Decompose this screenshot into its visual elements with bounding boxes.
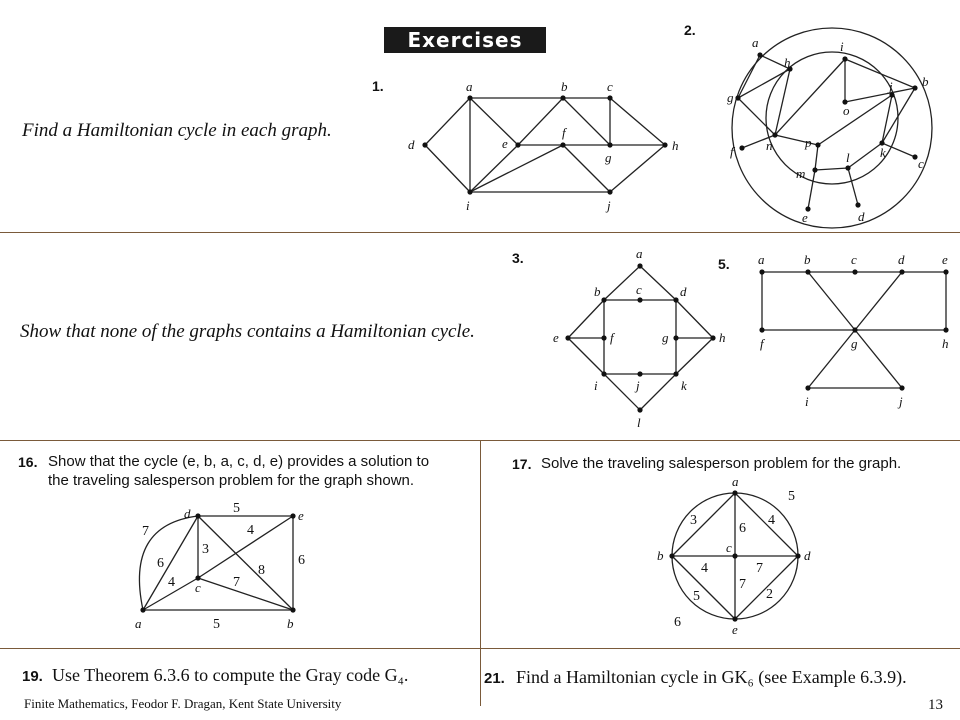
ex2-vertex-e: e (802, 210, 808, 225)
ex5-vertex-d: d (898, 252, 905, 267)
page-number: 13 (928, 697, 943, 713)
ex17-weight-ad-arc: 5 (788, 489, 795, 504)
ex1-vertex-g: g (605, 150, 612, 165)
ex3-vertex-f: f (610, 330, 614, 345)
ex16-weight-ab: 5 (213, 617, 220, 632)
ex16-vertex-d: d (184, 506, 191, 521)
exercise-2-number: 2. (684, 22, 696, 38)
ex2-vertex-c: c (918, 156, 924, 171)
ex2-vertex-j: j (889, 79, 893, 94)
ex5-vertex-f: f (760, 336, 764, 351)
exercise-19-text: Use Theorem 6.3.6 to compute the Gray code G₄. (52, 665, 409, 685)
ex16-weight-ad: 6 (157, 556, 164, 571)
divider-3 (0, 648, 960, 649)
exercise-19-number: 19. (22, 668, 43, 685)
ex17-weight-bc: 4 (701, 561, 708, 576)
ex17-weight-ce: 7 (739, 577, 746, 592)
ex1-vertex-e: e (502, 136, 508, 151)
ex3-vertex-b: b (594, 284, 601, 299)
footer-credit: Finite Mathematics, Feodor F. Dragan, Kent State University (24, 696, 342, 711)
ex17-vertex-c: c (726, 540, 732, 555)
ex1-vertex-d: d (408, 137, 415, 152)
ex16-weight-be: 6 (298, 553, 305, 568)
ex2-vertex-a: a (752, 35, 759, 50)
exercise-21-text: Find a Hamiltonian cycle in GK₆ (see Example 6.3.9). (516, 667, 907, 687)
ex16-weight-cd: 3 (202, 542, 209, 557)
ex3-vertex-d: d (680, 284, 687, 299)
ex2-vertex-p: p (805, 135, 812, 150)
ex1-vertex-c: c (607, 79, 613, 94)
ex1-vertex-h: h (672, 138, 679, 153)
ex1-vertex-j: j (607, 198, 611, 213)
section1-instruction: Find a Hamiltonian cycle in each graph. (22, 120, 332, 141)
ex17-weight-cd: 7 (756, 561, 763, 576)
exercise-16-text-line2: the traveling salesperson problem for the graph shown. (48, 472, 415, 489)
exercise-1-number: 1. (372, 78, 384, 94)
ex17-vertex-e: e (732, 622, 738, 637)
ex5-vertex-h: h (942, 336, 949, 351)
ex5-vertex-i: i (805, 394, 809, 409)
ex16-vertex-b: b (287, 616, 294, 631)
ex5-vertex-b: b (804, 252, 811, 267)
ex16-weight-ad-arc: 7 (142, 524, 149, 539)
ex2-vertex-f: f (730, 144, 734, 159)
ex2-vertex-i: i (840, 39, 844, 54)
divider-vertical (480, 440, 481, 706)
ex16-vertex-a: a (135, 616, 142, 631)
ex17-weight-ab: 3 (690, 513, 697, 528)
ex1-vertex-f: f (562, 125, 566, 140)
ex1-vertex-b: b (561, 79, 568, 94)
ex16-weight-ce: 4 (247, 523, 254, 538)
ex16-weight-ac: 4 (168, 575, 175, 590)
section2-instruction: Show that none of the graphs contains a Hamiltonian cycle. (20, 321, 475, 342)
ex5-vertex-a: a (758, 252, 765, 267)
ex5-vertex-j: j (899, 394, 903, 409)
ex3-vertex-l: l (637, 415, 641, 430)
exercise-17-number: 17. (512, 456, 532, 472)
ex17-weight-de: 2 (766, 587, 773, 602)
ex2-vertex-b: b (922, 74, 929, 89)
ex1-vertex-i: i (466, 198, 470, 213)
ex2-vertex-n: n (766, 138, 773, 153)
ex17-weight-be: 5 (693, 589, 700, 604)
ex2-vertex-d: d (858, 209, 865, 224)
ex16-vertex-c: c (195, 580, 201, 595)
divider-1 (0, 232, 960, 233)
ex3-vertex-j: j (636, 378, 640, 393)
ex5-vertex-g: g (851, 336, 858, 351)
ex16-weight-de: 5 (233, 501, 240, 516)
ex2-vertex-o: o (843, 103, 850, 118)
ex2-vertex-l: l (846, 150, 850, 165)
ex17-vertex-d: d (804, 548, 811, 563)
ex17-weight-ad: 4 (768, 513, 775, 528)
ex2-vertex-m: m (796, 166, 806, 181)
ex17-vertex-b: b (657, 548, 664, 563)
ex16-vertex-e: e (298, 508, 304, 523)
ex16-weight-bc: 7 (233, 575, 240, 590)
ex3-vertex-k: k (681, 378, 687, 393)
ex2-vertex-k: k (880, 145, 886, 160)
exercise-1-graph (425, 98, 665, 192)
exercise-16-text-line1: Show that the cycle (e, b, a, c, d, e) provides a solution to (48, 453, 430, 470)
ex3-vertex-a: a (636, 246, 643, 261)
exercise-2-graph (732, 28, 932, 228)
exercise-16-number: 16. (18, 454, 38, 470)
ex2-vertex-g: g (727, 90, 734, 105)
ex17-vertex-a: a (732, 474, 739, 489)
ex2-vertex-h: h (784, 55, 791, 70)
ex3-vertex-h: h (719, 330, 726, 345)
ex3-vertex-i: i (594, 378, 598, 393)
ex3-vertex-e: e (553, 330, 559, 345)
exercise-21-number: 21. (484, 670, 505, 687)
page-title-text: Exercises (407, 28, 523, 52)
exercise-17-text: Solve the traveling salesperson problem for the graph. (541, 455, 902, 472)
ex3-vertex-g: g (662, 330, 669, 345)
exercise-5-number: 5. (718, 256, 730, 272)
ex1-vertex-a: a (466, 79, 473, 94)
ex5-vertex-c: c (851, 252, 857, 267)
ex16-weight-bd: 8 (258, 563, 265, 578)
exercise-3-number: 3. (512, 250, 524, 266)
ex5-vertex-e: e (942, 252, 948, 267)
ex3-vertex-c: c (636, 282, 642, 297)
ex17-weight-ac: 6 (739, 521, 746, 536)
ex17-weight-be-arc: 6 (674, 615, 681, 630)
